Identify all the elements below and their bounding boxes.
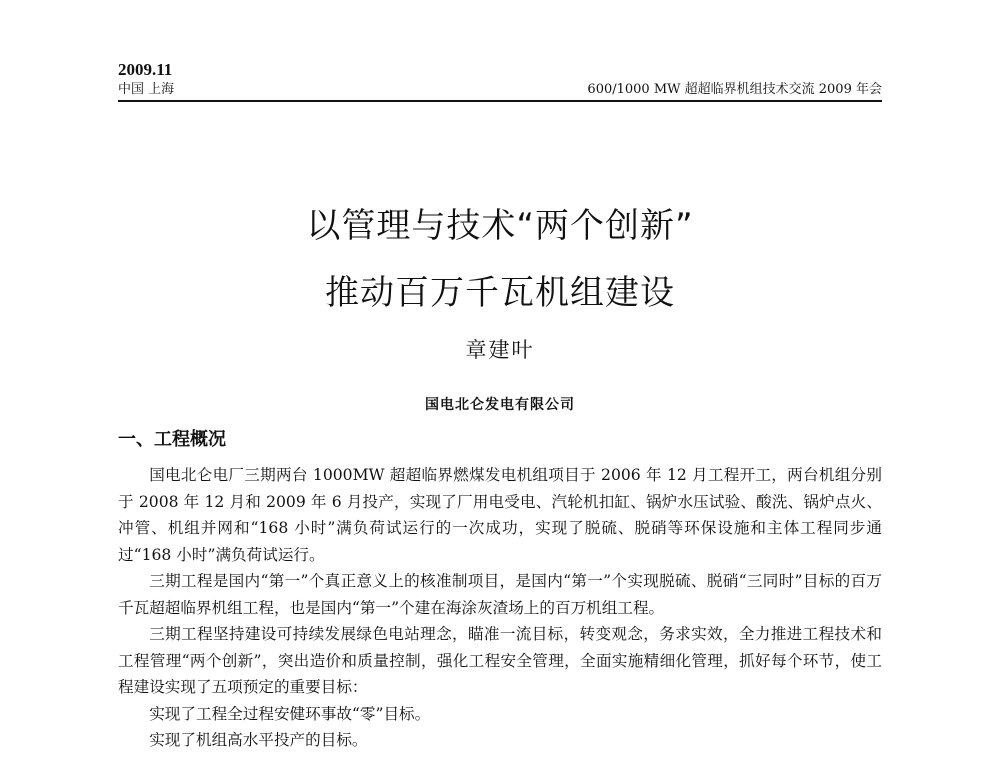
header-date: 2009.11 [118, 60, 173, 79]
affiliation: 国电北仑发电有限公司 [425, 397, 575, 413]
section-heading: 一、工程概况 [118, 429, 226, 450]
author: 章建叶 [465, 338, 535, 362]
section-body [118, 462, 882, 754]
paragraph: 国电北仑电厂三期两台 1000MW 超超临界燃煤发电机组项目于 2006 年 12 月工程开工，两台机组分别于 2008 年 12 月和 2009 年 6 月投产，实现了厂用电受电、汽轮机扣缸、锅炉水压试验、酸洗、锅炉点火、冲管、机组并网和“168 小时”满负荷试运行的一次成功，实现了脱硫、脱硝等环保设施和主体工程同步通过“168 小时”满负荷试运行。 [118, 466, 882, 564]
header-conference: 600/1000 MW 超超临界机组技术交流 2009 年会 [587, 82, 882, 97]
title-line-1: 以管理与技术“两个创新” [306, 206, 694, 246]
paragraph: 实现了工程全过程安健环事故“零”目标。 [149, 704, 431, 723]
header-rule [118, 100, 882, 102]
header-location: 中国 上海 [118, 82, 175, 97]
paragraph: 三期工程坚持建设可持续发展绿色电站理念，瞄准一流目标，转变观念，务求实效，全力推进工程技术和工程管理“两个创新”，突出造价和质量控制，强化工程安全管理，全面实施精细化管理，抓好每个环节，使工程建设实现了五项预定的重要目标： [118, 625, 882, 696]
paragraph: 三期工程是国内“第一”个真正意义上的核准制项目，是国内“第一”个实现脱硫、脱硝“三同时”目标的百万千瓦超超临界机组工程，也是国内“第一”个建在海涂灰渣场上的百万机组工程。 [118, 572, 882, 617]
paragraph: 实现了机组高水平投产的目标。 [149, 731, 368, 749]
title-line-2: 推动百万千瓦机组建设 [325, 273, 675, 313]
